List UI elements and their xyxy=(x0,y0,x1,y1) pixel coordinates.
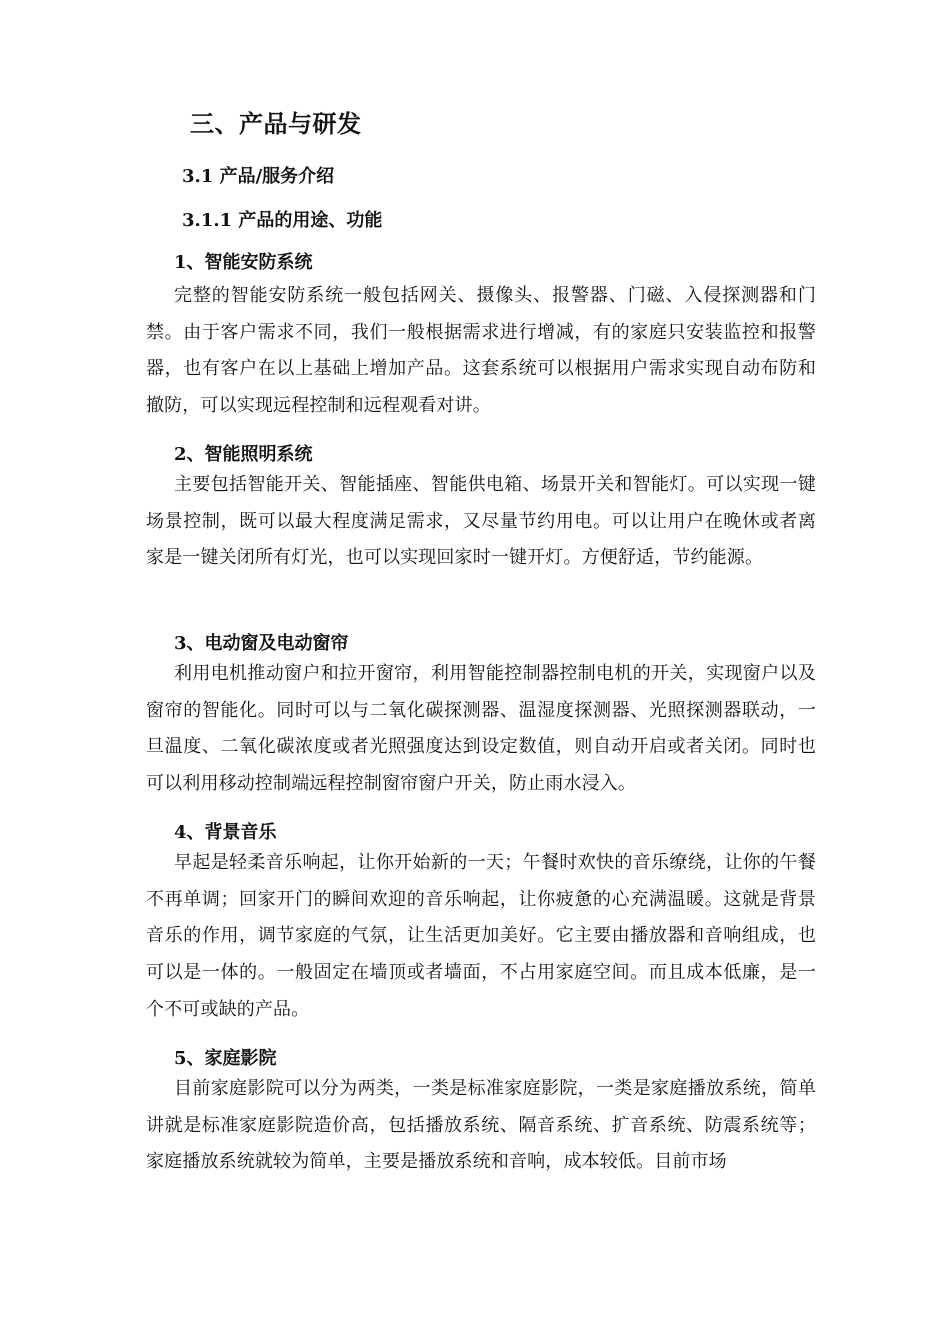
item-title-window: 3、电动窗及电动窗帘 xyxy=(174,633,349,654)
item-body-lighting: 主要包括智能开关、智能插座、智能供电箱、场景开关和智能灯。可以实现一键场景控制，既可以最大程度满足需求，又尽量节约用电。可以让用户在晚休或者离家是一键关闭所有灯光，也可以实现回家时一键开灯。方便舒适，节约能源。 xyxy=(146,474,816,569)
item-title-theater: 5、家庭影院 xyxy=(174,1048,277,1069)
item-title-music: 4、背景音乐 xyxy=(174,822,277,843)
item-body-theater: 目前家庭影院可以分为两类，一类是标准家庭影院，一类是家庭播放系统，简单讲就是标准家庭影院造价高，包括播放系统、隔音系统、扩音系统、防震系统等；家庭播放系统就较为简单，主要是播放系统和音响，成本较低。目前市场 xyxy=(146,1078,816,1173)
item-body-security: 完整的智能安防系统一般包括网关、摄像头、报警器、门磁、入侵探测器和门禁。由于客户需求不同，我们一般根据需求进行增减，有的家庭只安装监控和报警器，也有客户在以上基础上增加产品。这套系统可以根据用户需求实现自动布防和撤防，可以实现远程控制和远程观看对讲。 xyxy=(146,285,816,417)
item-title-security: 1、智能安防系统 xyxy=(174,252,313,273)
item-title-lighting: 2、智能照明系统 xyxy=(174,444,313,465)
item-body-music: 早起是轻柔音乐响起，让你开始新的一天；午餐时欢快的音乐缭绕，让你的午餐不再单调；回家开门的瞬间欢迎的音乐响起，让你疲惫的心充满温暖。这就是背景音乐的作用，调节家庭的气氛，让生活更加美好。它主要由播放器和音响组成，也可以是一体的。一般固定在墙顶或者墙面，不占用家庭空间。而且成本低廉，是一个不可或缺的产品。 xyxy=(146,852,816,1020)
subsection-title: 3.1 产品/服务介绍 xyxy=(182,166,335,187)
section-title: 三、产品与研发 xyxy=(190,109,362,138)
subsubsection-title: 3.1.1 产品的用途、功能 xyxy=(182,210,383,231)
item-body-window: 利用电机推动窗户和拉开窗帘，利用智能控制器控制电机的开关，实现窗户以及窗帘的智能化。同时可以与二氧化碳探测器、温湿度探测器、光照探测器联动，一旦温度、二氧化碳浓度或者光照强度达到设定数值，则自动开启或者关闭。同时也可以利用移动控制端远程控制窗帘窗户开关，防止雨水浸入。 xyxy=(146,663,816,795)
